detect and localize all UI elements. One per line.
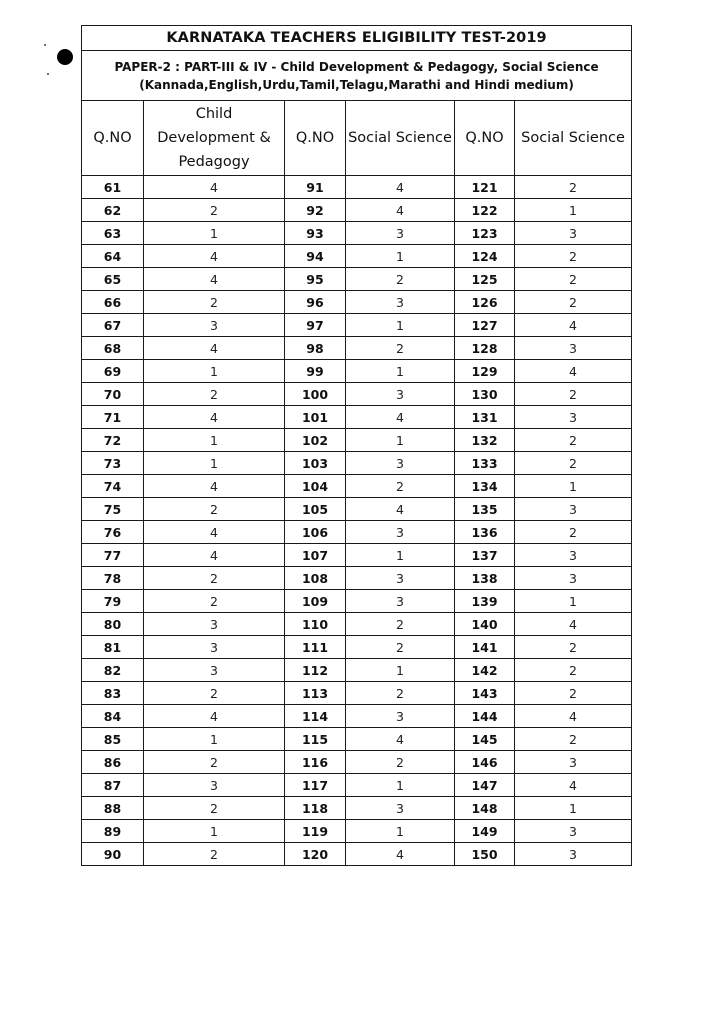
qno-cdp: 62	[82, 199, 144, 222]
qno-ss-a: 93	[285, 222, 346, 245]
answer-ss-a: 4	[346, 176, 455, 199]
header-social-science-1: Social Science	[346, 101, 455, 176]
answer-ss-a: 2	[346, 475, 455, 498]
qno-cdp: 70	[82, 383, 144, 406]
answer-ss-a: 4	[346, 199, 455, 222]
qno-ss-b: 146	[455, 751, 515, 774]
answer-ss-a: 1	[346, 429, 455, 452]
answer-ss-a: 2	[346, 636, 455, 659]
qno-ss-b: 147	[455, 774, 515, 797]
answer-key-table	[81, 25, 632, 866]
answer-ss-b: 1	[515, 590, 632, 613]
table-row	[82, 291, 632, 314]
column-header-row	[82, 101, 632, 176]
qno-ss-a: 97	[285, 314, 346, 337]
qno-ss-a: 119	[285, 820, 346, 843]
table-row	[82, 199, 632, 222]
table-row	[82, 176, 632, 199]
table-row	[82, 406, 632, 429]
table-row	[82, 452, 632, 475]
answer-cdp: 2	[144, 567, 285, 590]
answer-ss-a: 3	[346, 797, 455, 820]
qno-cdp: 81	[82, 636, 144, 659]
table-row	[82, 245, 632, 268]
answer-cdp: 3	[144, 774, 285, 797]
qno-ss-a: 94	[285, 245, 346, 268]
answer-cdp: 3	[144, 636, 285, 659]
answer-cdp: 2	[144, 498, 285, 521]
answer-ss-a: 4	[346, 498, 455, 521]
answer-cdp: 1	[144, 360, 285, 383]
answer-ss-b: 4	[515, 705, 632, 728]
qno-ss-a: 101	[285, 406, 346, 429]
qno-ss-a: 109	[285, 590, 346, 613]
qno-cdp: 86	[82, 751, 144, 774]
answer-cdp: 4	[144, 406, 285, 429]
qno-ss-b: 145	[455, 728, 515, 751]
qno-cdp: 64	[82, 245, 144, 268]
qno-ss-b: 132	[455, 429, 515, 452]
answer-ss-b: 2	[515, 176, 632, 199]
qno-ss-a: 118	[285, 797, 346, 820]
qno-cdp: 77	[82, 544, 144, 567]
table-row	[82, 728, 632, 751]
answer-cdp: 4	[144, 705, 285, 728]
qno-ss-a: 102	[285, 429, 346, 452]
answer-ss-b: 4	[515, 314, 632, 337]
answer-cdp: 3	[144, 659, 285, 682]
header-qno-2: Q.NO	[285, 101, 346, 176]
answer-ss-b: 3	[515, 567, 632, 590]
answer-ss-b: 3	[515, 544, 632, 567]
answer-ss-b: 3	[515, 843, 632, 866]
answer-ss-b: 2	[515, 383, 632, 406]
table-row	[82, 705, 632, 728]
answer-ss-b: 3	[515, 337, 632, 360]
qno-cdp: 74	[82, 475, 144, 498]
answer-cdp: 3	[144, 613, 285, 636]
answer-ss-b: 2	[515, 682, 632, 705]
answer-ss-b: 3	[515, 498, 632, 521]
answer-ss-a: 2	[346, 682, 455, 705]
qno-cdp: 61	[82, 176, 144, 199]
qno-ss-b: 131	[455, 406, 515, 429]
answer-ss-a: 3	[346, 521, 455, 544]
qno-cdp: 76	[82, 521, 144, 544]
qno-ss-a: 114	[285, 705, 346, 728]
qno-ss-a: 107	[285, 544, 346, 567]
qno-ss-a: 116	[285, 751, 346, 774]
answer-ss-b: 2	[515, 291, 632, 314]
answer-ss-a: 1	[346, 774, 455, 797]
qno-cdp: 68	[82, 337, 144, 360]
answer-ss-a: 4	[346, 406, 455, 429]
answer-cdp: 1	[144, 429, 285, 452]
answer-cdp: 4	[144, 176, 285, 199]
answer-ss-a: 3	[346, 590, 455, 613]
answer-cdp: 4	[144, 268, 285, 291]
table-row	[82, 521, 632, 544]
qno-ss-a: 99	[285, 360, 346, 383]
answer-ss-a: 2	[346, 751, 455, 774]
qno-cdp: 88	[82, 797, 144, 820]
qno-ss-b: 137	[455, 544, 515, 567]
answer-cdp: 2	[144, 590, 285, 613]
table-row	[82, 498, 632, 521]
answer-ss-b: 1	[515, 475, 632, 498]
qno-ss-b: 121	[455, 176, 515, 199]
answer-cdp: 4	[144, 521, 285, 544]
answer-ss-a: 3	[346, 452, 455, 475]
answer-cdp: 4	[144, 544, 285, 567]
qno-cdp: 72	[82, 429, 144, 452]
qno-ss-a: 110	[285, 613, 346, 636]
header-social-science-2: Social Science	[515, 101, 632, 176]
qno-ss-b: 134	[455, 475, 515, 498]
qno-ss-b: 133	[455, 452, 515, 475]
answer-cdp: 2	[144, 291, 285, 314]
answer-cdp: 2	[144, 199, 285, 222]
answer-ss-b: 1	[515, 797, 632, 820]
qno-ss-b: 129	[455, 360, 515, 383]
table-row	[82, 314, 632, 337]
table-row	[82, 360, 632, 383]
answer-ss-a: 3	[346, 383, 455, 406]
answer-ss-a: 1	[346, 245, 455, 268]
answer-cdp: 1	[144, 728, 285, 751]
answer-ss-b: 3	[515, 751, 632, 774]
table-row	[82, 222, 632, 245]
answer-cdp: 4	[144, 337, 285, 360]
qno-ss-a: 92	[285, 199, 346, 222]
answer-cdp: 2	[144, 383, 285, 406]
table-row	[82, 636, 632, 659]
qno-ss-a: 113	[285, 682, 346, 705]
answer-cdp: 2	[144, 682, 285, 705]
answer-cdp: 1	[144, 820, 285, 843]
qno-ss-b: 127	[455, 314, 515, 337]
answer-ss-a: 2	[346, 268, 455, 291]
qno-cdp: 83	[82, 682, 144, 705]
header-child-development-line-1: Child	[195, 106, 233, 122]
qno-ss-a: 95	[285, 268, 346, 291]
qno-ss-b: 144	[455, 705, 515, 728]
qno-ss-b: 139	[455, 590, 515, 613]
qno-ss-b: 141	[455, 636, 515, 659]
qno-ss-a: 106	[285, 521, 346, 544]
answer-ss-a: 3	[346, 567, 455, 590]
answer-ss-a: 1	[346, 659, 455, 682]
answer-ss-b: 3	[515, 820, 632, 843]
answer-ss-b: 4	[515, 613, 632, 636]
answer-cdp: 4	[144, 245, 285, 268]
answer-ss-b: 2	[515, 245, 632, 268]
qno-ss-b: 143	[455, 682, 515, 705]
answer-ss-b: 2	[515, 268, 632, 291]
qno-ss-b: 125	[455, 268, 515, 291]
table-row	[82, 774, 632, 797]
qno-ss-a: 103	[285, 452, 346, 475]
qno-cdp: 87	[82, 774, 144, 797]
answer-ss-b: 1	[515, 199, 632, 222]
answer-cdp: 4	[144, 475, 285, 498]
answer-ss-b: 3	[515, 406, 632, 429]
subtitle-line-2: (Kannada,English,Urdu,Tamil,Telagu,Marathi and Hindi medium)	[139, 77, 574, 92]
qno-ss-b: 150	[455, 843, 515, 866]
qno-ss-b: 123	[455, 222, 515, 245]
scan-speck	[47, 73, 49, 75]
subtitle-line-1: PAPER-2 : PART-III & IV - Child Development & Pedagogy, Social Science	[114, 59, 599, 74]
qno-cdp: 65	[82, 268, 144, 291]
answer-ss-a: 2	[346, 337, 455, 360]
table-row	[82, 682, 632, 705]
qno-ss-a: 100	[285, 383, 346, 406]
qno-cdp: 73	[82, 452, 144, 475]
qno-ss-b: 124	[455, 245, 515, 268]
table-row	[82, 590, 632, 613]
qno-cdp: 67	[82, 314, 144, 337]
qno-ss-a: 112	[285, 659, 346, 682]
qno-cdp: 82	[82, 659, 144, 682]
qno-cdp: 71	[82, 406, 144, 429]
answer-ss-b: 2	[515, 452, 632, 475]
qno-cdp: 69	[82, 360, 144, 383]
qno-ss-b: 149	[455, 820, 515, 843]
answer-cdp: 2	[144, 751, 285, 774]
header-child-development-line-2: Development &	[157, 130, 271, 146]
answer-rows	[82, 176, 632, 866]
paper-subtitle	[82, 51, 632, 101]
table-row	[82, 797, 632, 820]
qno-ss-a: 91	[285, 176, 346, 199]
qno-ss-b: 122	[455, 199, 515, 222]
table-row	[82, 544, 632, 567]
table-row	[82, 268, 632, 291]
qno-cdp: 80	[82, 613, 144, 636]
table-row	[82, 475, 632, 498]
header-qno-3: Q.NO	[455, 101, 515, 176]
answer-ss-a: 1	[346, 544, 455, 567]
qno-ss-b: 138	[455, 567, 515, 590]
qno-ss-a: 98	[285, 337, 346, 360]
answer-ss-a: 3	[346, 222, 455, 245]
scan-punch-hole-mark	[57, 49, 73, 65]
qno-cdp: 84	[82, 705, 144, 728]
answer-ss-a: 3	[346, 291, 455, 314]
qno-cdp: 63	[82, 222, 144, 245]
qno-cdp: 90	[82, 843, 144, 866]
qno-ss-a: 117	[285, 774, 346, 797]
qno-ss-a: 120	[285, 843, 346, 866]
qno-ss-b: 142	[455, 659, 515, 682]
qno-ss-a: 111	[285, 636, 346, 659]
qno-ss-b: 128	[455, 337, 515, 360]
qno-ss-b: 136	[455, 521, 515, 544]
answer-cdp: 2	[144, 843, 285, 866]
qno-cdp: 66	[82, 291, 144, 314]
answer-ss-b: 4	[515, 774, 632, 797]
table-row	[82, 567, 632, 590]
qno-ss-b: 135	[455, 498, 515, 521]
table-row	[82, 751, 632, 774]
qno-ss-a: 108	[285, 567, 346, 590]
qno-cdp: 79	[82, 590, 144, 613]
answer-ss-b: 2	[515, 659, 632, 682]
qno-ss-b: 130	[455, 383, 515, 406]
answer-ss-a: 1	[346, 314, 455, 337]
table-row	[82, 659, 632, 682]
answer-ss-b: 4	[515, 360, 632, 383]
qno-ss-a: 96	[285, 291, 346, 314]
document-title: KARNATAKA TEACHERS ELIGIBILITY TEST-2019	[82, 26, 632, 51]
qno-cdp: 85	[82, 728, 144, 751]
answer-ss-b: 2	[515, 728, 632, 751]
answer-ss-a: 4	[346, 728, 455, 751]
qno-ss-b: 126	[455, 291, 515, 314]
answer-cdp: 1	[144, 452, 285, 475]
qno-ss-a: 115	[285, 728, 346, 751]
answer-ss-b: 2	[515, 429, 632, 452]
table-row	[82, 613, 632, 636]
qno-ss-b: 148	[455, 797, 515, 820]
qno-ss-a: 104	[285, 475, 346, 498]
header-child-development	[144, 101, 285, 176]
table-row	[82, 843, 632, 866]
answer-ss-b: 3	[515, 222, 632, 245]
table-row	[82, 820, 632, 843]
table-row	[82, 337, 632, 360]
table-row	[82, 383, 632, 406]
header-child-development-line-3: Pedagogy	[178, 154, 250, 170]
answer-ss-b: 2	[515, 636, 632, 659]
answer-ss-a: 3	[346, 705, 455, 728]
answer-ss-a: 1	[346, 820, 455, 843]
qno-cdp: 78	[82, 567, 144, 590]
answer-cdp: 1	[144, 222, 285, 245]
qno-cdp: 75	[82, 498, 144, 521]
qno-ss-a: 105	[285, 498, 346, 521]
table-row	[82, 429, 632, 452]
answer-ss-a: 1	[346, 360, 455, 383]
scan-speck	[44, 44, 46, 46]
qno-ss-b: 140	[455, 613, 515, 636]
answer-ss-a: 4	[346, 843, 455, 866]
answer-ss-b: 2	[515, 521, 632, 544]
qno-cdp: 89	[82, 820, 144, 843]
answer-ss-a: 2	[346, 613, 455, 636]
answer-cdp: 3	[144, 314, 285, 337]
header-qno-1: Q.NO	[82, 101, 144, 176]
answer-cdp: 2	[144, 797, 285, 820]
